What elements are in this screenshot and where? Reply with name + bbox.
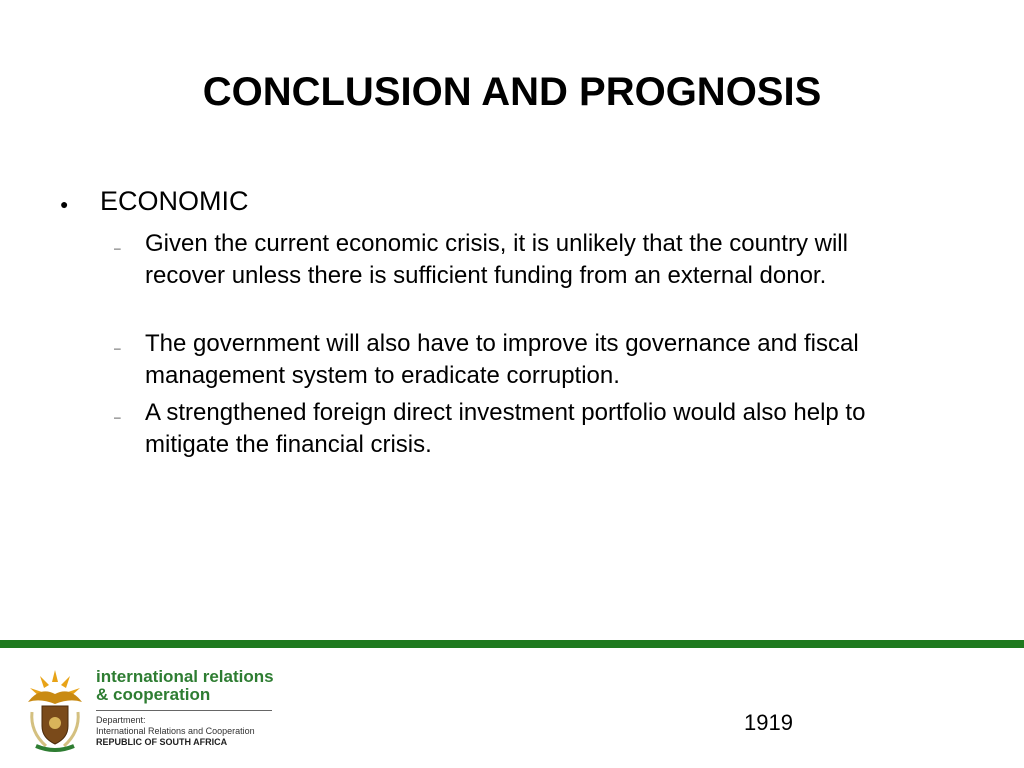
dirco-logo [22, 668, 272, 752]
department-label: Department: [96, 715, 146, 725]
logo-divider [96, 710, 272, 711]
country-name: REPUBLIC OF SOUTH AFRICA [96, 737, 228, 747]
coat-of-arms-icon [22, 668, 88, 752]
brand-line-1: international relations [96, 667, 274, 686]
bullet-dot-icon: ● [60, 196, 69, 212]
slide-title: CONCLUSION AND PROGNOSIS [202, 70, 822, 114]
department-name: International Relations and Cooperation [96, 726, 255, 736]
sub-bullet-text: The government will also have to improve its governance and fiscal management system to eradicate corruption. [145, 330, 859, 389]
sub-bullet-text: Given the current economic crisis, it is unlikely that the country will recover unless there is sufficient funding from an external donor. [145, 230, 848, 289]
footer-divider-bar [0, 640, 1024, 648]
dash-icon: – [114, 241, 121, 255]
page-number: 1919 [744, 710, 793, 735]
sub-bullet-text: A strengthened foreign direct investment portfolio would also help to mitigate the financial crisis. [145, 399, 866, 458]
dash-icon: – [114, 410, 121, 424]
dash-icon: – [114, 341, 121, 355]
brand-line-2: & cooperation [96, 685, 211, 704]
bullet-label: ECONOMIC [100, 186, 249, 216]
logo-text-block [96, 668, 296, 748]
